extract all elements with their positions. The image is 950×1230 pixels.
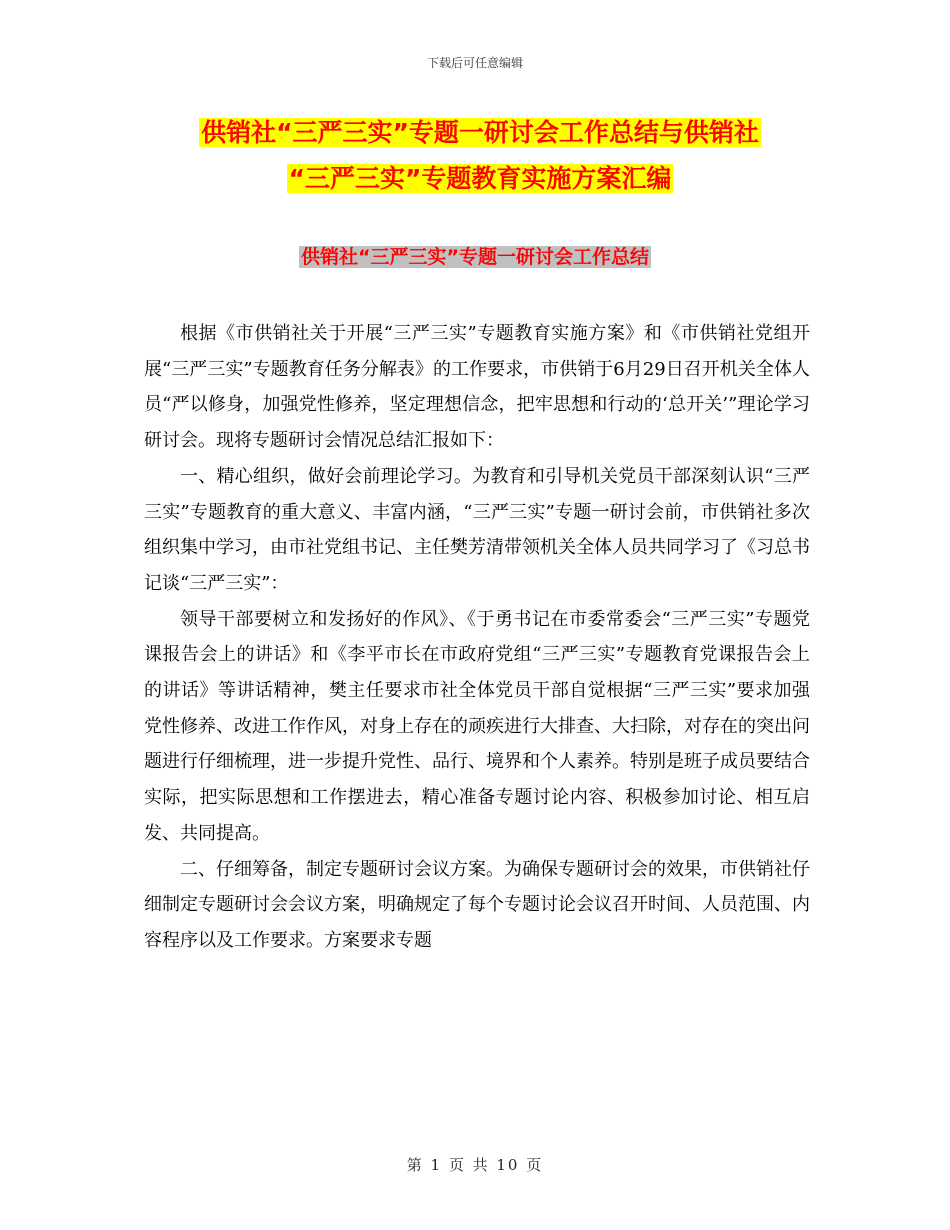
- section-title: [0, 243, 950, 271]
- document-title: [140, 110, 820, 202]
- paragraph: 根据《市供销社关于开展“三严三实”专题教育实施方案》和《市供销社党组开展“三严三实”专题教育任务分解表》的工作要求，市供销于6月29日召开机关全体人员“严以修身，加强党性修养，坚定理想信念，把牢思想和行动的‘总开关’”理论学习研讨会。现将专题研讨会情况总结汇报如下：: [144, 323, 810, 452]
- document-body: [144, 316, 810, 959]
- paragraph: 领导干部要树立和发扬好的作风》、《于勇书记在市委常委会“三严三实”专题党课报告会上的讲话》和《李平市长在市政府党组“三严三实”专题教育党课报告会上的讲话》等讲话精神，樊主任要求市社全体党员干部自觉根据“三严三实”要求加强党性修养、改进工作作风，对身上存在的顽疾进行大排查、大扫除，对存在的突出问题进行仔细梳理，进一步提升党性、品行、境界和个人素养。特别是班子成员要结合实际，把实际思想和工作摆进去，精心准备专题讨论内容、积极参加讨论、相互启发、共同提高。: [144, 608, 810, 844]
- paragraph: 一、精心组织，做好会前理论学习。为教育和引导机关党员干部深刻认识“三严三实”专题教育的重大意义、丰富内涵，“三严三实”专题一研讨会前，市供销社多次组织集中学习，由市社党组书记、主任樊芳清带领机关全体人员共同学习了《习总书记谈“三严三实”：: [144, 465, 810, 594]
- title-line-2: “三严三实”专题教育实施方案汇编: [288, 164, 672, 193]
- section-title-text: 供销社“三严三实”专题一研讨会工作总结: [301, 246, 649, 268]
- page-number: 第 1 页 共 10 页: [406, 1156, 544, 1174]
- title-line-1: 供销社“三严三实”专题一研讨会工作总结与供销社: [201, 118, 759, 147]
- paragraph: 二、仔细筹备，制定专题研讨会议方案。为确保专题研讨会的效果，市供销社仔细制定专题研讨会会议方案，明确规定了每个专题讨论会议召开时间、人员范围、内容程序以及工作要求。方案要求专题: [144, 858, 810, 951]
- header-note: 下载后可任意编辑: [426, 56, 523, 70]
